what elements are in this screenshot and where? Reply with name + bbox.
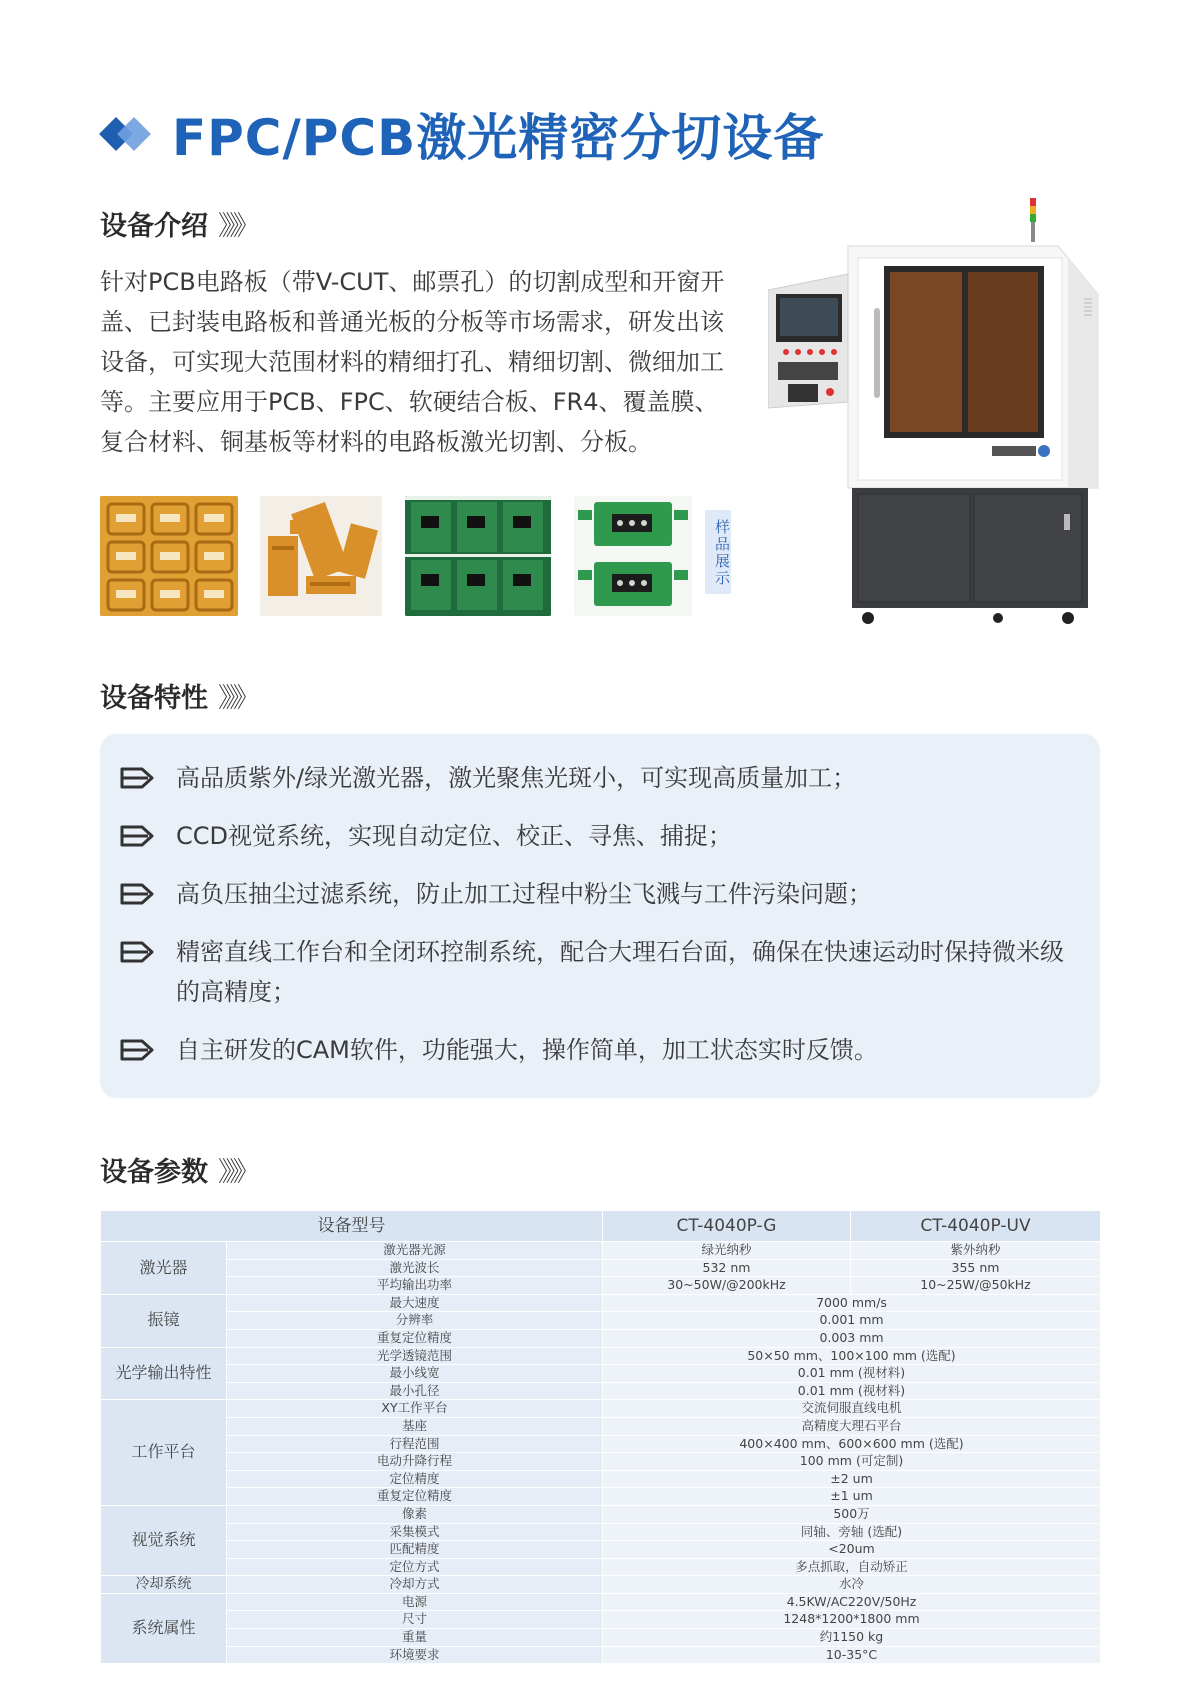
list-item: 高品质紫外/绿光激光器，激光聚焦光斑小，可实现高质量加工； bbox=[120, 758, 1080, 798]
table-row: 基座 高精度大理石平台 bbox=[101, 1417, 1101, 1435]
table-row: 匹配精度 <20um bbox=[101, 1541, 1101, 1559]
table-row: 电动升降行程 100 mm (可定制) bbox=[101, 1453, 1101, 1471]
table-row: 分辨率 0.001 mm bbox=[101, 1312, 1101, 1330]
chevrons-icon: 》》》 bbox=[218, 683, 254, 714]
header-model-g: CT-4040P-G bbox=[603, 1211, 851, 1242]
table-row: 行程范围 400×400 mm、600×600 mm (选配) bbox=[101, 1435, 1101, 1453]
table-row: 系统属性 电源 4.5KW/AC220V/50Hz bbox=[101, 1593, 1101, 1611]
table-row: 最小孔径 0.01 mm (视材料) bbox=[101, 1382, 1101, 1400]
table-row: 平均输出功率 30~50W/@200kHz 10~25W/@50kHz bbox=[101, 1277, 1101, 1295]
table-row: 最小线宽 0.01 mm (视材料) bbox=[101, 1365, 1101, 1383]
section-heading-intro: 设备介绍 》》》 bbox=[100, 211, 254, 242]
table-row: 光学输出特性 光学透镜范围 50×50 mm、100×100 mm (选配) bbox=[101, 1347, 1101, 1365]
table-row: 冷却系统 冷却方式 水冷 bbox=[101, 1576, 1101, 1594]
pen-arrow-icon bbox=[120, 767, 154, 789]
list-item: 精密直线工作台和全闭环控制系统，配合大理石台面，确保在快速运动时保持微米级的高精度； bbox=[120, 932, 1080, 1012]
table-row: 定位方式 多点抓取，自动矫正 bbox=[101, 1558, 1101, 1576]
fpc-sample-image bbox=[100, 496, 238, 616]
list-item: 高负压抽尘过滤系统，防止加工过程中粉尘飞溅与工件污染问题； bbox=[120, 874, 1080, 914]
pen-arrow-icon bbox=[120, 825, 154, 847]
laser-cutting-machine-image bbox=[768, 198, 1108, 628]
header-model-uv: CT-4040P-UV bbox=[851, 1211, 1101, 1242]
sample-label: 样品展示 bbox=[705, 510, 731, 594]
table-row: 振镜 最大速度 7000 mm/s bbox=[101, 1294, 1101, 1312]
table-row: 视觉系统 像素 500万 bbox=[101, 1505, 1101, 1523]
table-row: 激光器 激光器光源 绿光纳秒 紫外纳秒 bbox=[101, 1242, 1101, 1260]
diamond-icon bbox=[100, 114, 158, 154]
header-model: 设备型号 bbox=[101, 1211, 603, 1242]
section-heading-params: 设备参数 》》》 bbox=[100, 1157, 254, 1188]
pen-arrow-icon bbox=[120, 941, 154, 963]
table-row: 重复定位精度 ±1 um bbox=[101, 1488, 1101, 1506]
page-title: FPC/PCB激光精密分切设备 bbox=[172, 109, 825, 167]
title-block bbox=[100, 98, 824, 170]
table-row: 定位精度 ±2 um bbox=[101, 1470, 1101, 1488]
sample-gallery bbox=[100, 496, 750, 618]
pen-arrow-icon bbox=[120, 883, 154, 905]
intro-text: 针对PCB电路板（带V-CUT、邮票孔）的切割成型和开窗开盖、已封装电路板和普通光板的分板等市场需求，研发出该设备，可实现大范围材料的精细打孔、精细切割、微细加工等。主要应用于PCB、FPC、软硬结合板、FR4、覆盖膜、复合材料、铜基板等材料的电路板激光切割、分板。 bbox=[100, 268, 725, 456]
table-header-row bbox=[101, 1211, 1101, 1242]
chevrons-icon: 》》》 bbox=[218, 1157, 254, 1188]
params-table bbox=[100, 1210, 1101, 1664]
table-row: 激光波长 532 nm 355 nm bbox=[101, 1259, 1101, 1277]
table-row: 采集模式 同轴、旁轴 (选配) bbox=[101, 1523, 1101, 1541]
pen-arrow-icon bbox=[120, 1039, 154, 1061]
section-heading-features: 设备特性 》》》 bbox=[100, 683, 254, 714]
table-row: 尺寸 1248*1200*1800 mm bbox=[101, 1611, 1101, 1629]
list-item: 自主研发的CAM软件，功能强大，操作简单，加工状态实时反馈。 bbox=[120, 1030, 1080, 1070]
table-row: 重量 约1150 kg bbox=[101, 1629, 1101, 1647]
pcb-sample-image bbox=[405, 496, 551, 616]
list-item: CCD视觉系统，实现自动定位、校正、寻焦、捕捉； bbox=[120, 816, 1080, 856]
table-row: 重复定位精度 0.003 mm bbox=[101, 1329, 1101, 1347]
table-row: 环境要求 10-35°C bbox=[101, 1646, 1101, 1664]
flex-cable-sample-image bbox=[260, 496, 382, 616]
feature-list bbox=[100, 734, 1100, 1098]
pcb-board-sample-image bbox=[574, 496, 692, 616]
chevrons-icon: 》》》 bbox=[218, 211, 254, 242]
table-row: 工作平台 XY工作平台 交流伺服直线电机 bbox=[101, 1400, 1101, 1418]
